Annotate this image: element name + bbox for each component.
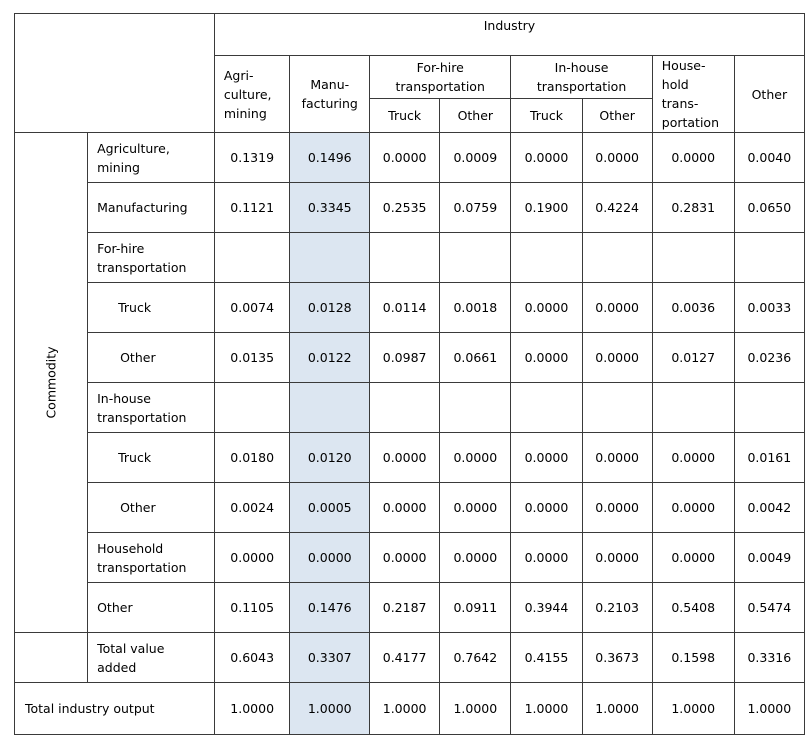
col-header-agriculture: Agri- culture, mining bbox=[214, 56, 290, 133]
table-cell: 0.1319 bbox=[214, 133, 290, 183]
table-cell: 0.0000 bbox=[290, 533, 370, 583]
table-cell: 0.3307 bbox=[290, 633, 370, 683]
table-cell: 0.0114 bbox=[370, 283, 440, 333]
table-cell: 0.0000 bbox=[370, 433, 440, 483]
table-cell bbox=[440, 233, 511, 283]
table-cell: 0.0759 bbox=[440, 183, 511, 233]
table-cell bbox=[370, 383, 440, 433]
row-label: For-hire transportation bbox=[88, 233, 215, 283]
table-cell: 0.0000 bbox=[582, 283, 652, 333]
table-row bbox=[15, 233, 805, 283]
table-cell bbox=[214, 233, 290, 283]
table-cell: 1.0000 bbox=[370, 683, 440, 735]
table-cell: 0.4224 bbox=[582, 183, 652, 233]
table-cell: 0.1121 bbox=[214, 183, 290, 233]
table-cell: 0.0000 bbox=[511, 483, 582, 533]
table-cell: 1.0000 bbox=[652, 683, 734, 735]
table-row bbox=[15, 183, 805, 233]
table-cell: 0.1476 bbox=[290, 583, 370, 633]
table-cell: 0.0661 bbox=[440, 333, 511, 383]
table-cell: 1.0000 bbox=[734, 683, 804, 735]
total-output-row bbox=[15, 683, 805, 735]
table-cell bbox=[511, 233, 582, 283]
commodity-axis-label bbox=[15, 133, 88, 633]
table-cell: 0.0987 bbox=[370, 333, 440, 383]
table-cell: 1.0000 bbox=[290, 683, 370, 735]
table-cell: 0.0128 bbox=[290, 283, 370, 333]
total-output-label: Total industry output bbox=[15, 683, 215, 735]
table-cell: 1.0000 bbox=[214, 683, 290, 735]
table-cell: 0.0135 bbox=[214, 333, 290, 383]
table-cell: 0.0033 bbox=[734, 283, 804, 333]
row-label: Other bbox=[88, 583, 215, 633]
table-cell: 0.0122 bbox=[290, 333, 370, 383]
table-cell: 0.0000 bbox=[652, 483, 734, 533]
table-row bbox=[15, 383, 805, 433]
table-cell: 0.0049 bbox=[734, 533, 804, 583]
table-cell: 0.0236 bbox=[734, 333, 804, 383]
row-label: Agriculture, mining bbox=[88, 133, 215, 183]
table-cell: 0.1496 bbox=[290, 133, 370, 183]
col-header-for-hire-truck: Truck bbox=[370, 98, 440, 132]
table-row bbox=[15, 133, 805, 183]
col-header-other: Other bbox=[734, 56, 804, 133]
table-cell: 0.1598 bbox=[652, 633, 734, 683]
table-cell: 0.4155 bbox=[511, 633, 582, 683]
empty-cell bbox=[15, 633, 88, 683]
table-cell bbox=[734, 383, 804, 433]
col-header-manufacturing: Manu- facturing bbox=[290, 56, 370, 133]
table-row bbox=[15, 433, 805, 483]
table-cell: 0.0000 bbox=[511, 283, 582, 333]
table-row bbox=[15, 283, 805, 333]
table-cell: 0.0009 bbox=[440, 133, 511, 183]
table-cell: 1.0000 bbox=[440, 683, 511, 735]
table-cell bbox=[290, 383, 370, 433]
row-label: Household transportation bbox=[88, 533, 215, 583]
table-cell: 0.3345 bbox=[290, 183, 370, 233]
table-cell: 0.0000 bbox=[511, 333, 582, 383]
table-cell: 0.0000 bbox=[652, 133, 734, 183]
io-coefficient-table bbox=[14, 13, 805, 735]
table-cell: 1.0000 bbox=[511, 683, 582, 735]
table-cell: 0.3316 bbox=[734, 633, 804, 683]
table-cell: 0.0000 bbox=[440, 483, 511, 533]
col-header-for-hire-other: Other bbox=[440, 98, 511, 132]
table-cell bbox=[440, 383, 511, 433]
col-header-in-house-truck: Truck bbox=[511, 98, 582, 132]
table-row bbox=[15, 583, 805, 633]
table-cell: 0.1900 bbox=[511, 183, 582, 233]
table-row bbox=[15, 333, 805, 383]
table-cell: 0.0000 bbox=[582, 133, 652, 183]
table-cell: 0.0018 bbox=[440, 283, 511, 333]
table-cell: 0.0036 bbox=[652, 283, 734, 333]
table-cell: 0.0000 bbox=[511, 533, 582, 583]
col-header-in-house: In-house transportation bbox=[511, 56, 652, 99]
table-cell: 0.0000 bbox=[214, 533, 290, 583]
total-value-added-label: Total value added bbox=[88, 633, 215, 683]
row-label: Other bbox=[88, 333, 215, 383]
table-cell: 0.2831 bbox=[652, 183, 734, 233]
row-label: Truck bbox=[88, 283, 215, 333]
table-cell: 0.1105 bbox=[214, 583, 290, 633]
table-cell: 0.0120 bbox=[290, 433, 370, 483]
table-cell bbox=[582, 233, 652, 283]
table-cell: 1.0000 bbox=[582, 683, 652, 735]
row-label: In-house transportation bbox=[88, 383, 215, 433]
table-cell: 0.0127 bbox=[652, 333, 734, 383]
table-cell: 0.7642 bbox=[440, 633, 511, 683]
table-cell bbox=[652, 383, 734, 433]
row-label: Manufacturing bbox=[88, 183, 215, 233]
table-cell bbox=[511, 383, 582, 433]
table-cell: 0.0000 bbox=[652, 433, 734, 483]
total-value-added-row bbox=[15, 633, 805, 683]
table-cell: 0.0650 bbox=[734, 183, 804, 233]
table-cell: 0.0000 bbox=[511, 133, 582, 183]
col-header-household: House- hold trans- portation bbox=[652, 56, 734, 133]
table-cell: 0.5408 bbox=[652, 583, 734, 633]
table-cell bbox=[652, 233, 734, 283]
table-cell: 0.0000 bbox=[440, 433, 511, 483]
row-label: Truck bbox=[88, 433, 215, 483]
table-cell: 0.0024 bbox=[214, 483, 290, 533]
table-cell bbox=[582, 383, 652, 433]
col-header-for-hire: For-hire transportation bbox=[370, 56, 511, 99]
table-cell: 0.0161 bbox=[734, 433, 804, 483]
table-cell: 0.0180 bbox=[214, 433, 290, 483]
table-row bbox=[15, 483, 805, 533]
table-cell: 0.3944 bbox=[511, 583, 582, 633]
table-cell: 0.0000 bbox=[370, 483, 440, 533]
table-cell: 0.0000 bbox=[440, 533, 511, 583]
table-cell bbox=[734, 233, 804, 283]
table-cell: 0.0040 bbox=[734, 133, 804, 183]
table-cell: 0.0000 bbox=[370, 533, 440, 583]
commodity-label-text: Commodity bbox=[43, 346, 59, 419]
table-cell: 0.6043 bbox=[214, 633, 290, 683]
table-cell: 0.0000 bbox=[582, 433, 652, 483]
row-label: Other bbox=[88, 483, 215, 533]
table-cell: 0.0000 bbox=[652, 533, 734, 583]
table-cell: 0.0005 bbox=[290, 483, 370, 533]
table-cell: 0.0000 bbox=[582, 333, 652, 383]
table-cell: 0.2187 bbox=[370, 583, 440, 633]
industry-header: Industry bbox=[214, 14, 804, 56]
table-cell: 0.5474 bbox=[734, 583, 804, 633]
table-cell: 0.0000 bbox=[511, 433, 582, 483]
corner-cell bbox=[15, 14, 215, 133]
table-cell: 0.0000 bbox=[370, 133, 440, 183]
table-cell: 0.2103 bbox=[582, 583, 652, 633]
table-cell: 0.2535 bbox=[370, 183, 440, 233]
table-cell: 0.3673 bbox=[582, 633, 652, 683]
table-cell bbox=[214, 383, 290, 433]
table-row bbox=[15, 533, 805, 583]
table-cell: 0.0074 bbox=[214, 283, 290, 333]
table-cell: 0.4177 bbox=[370, 633, 440, 683]
table-cell: 0.0911 bbox=[440, 583, 511, 633]
table-cell: 0.0000 bbox=[582, 533, 652, 583]
table-cell bbox=[370, 233, 440, 283]
table-cell bbox=[290, 233, 370, 283]
col-header-in-house-other: Other bbox=[582, 98, 652, 132]
table-cell: 0.0042 bbox=[734, 483, 804, 533]
table-cell: 0.0000 bbox=[582, 483, 652, 533]
